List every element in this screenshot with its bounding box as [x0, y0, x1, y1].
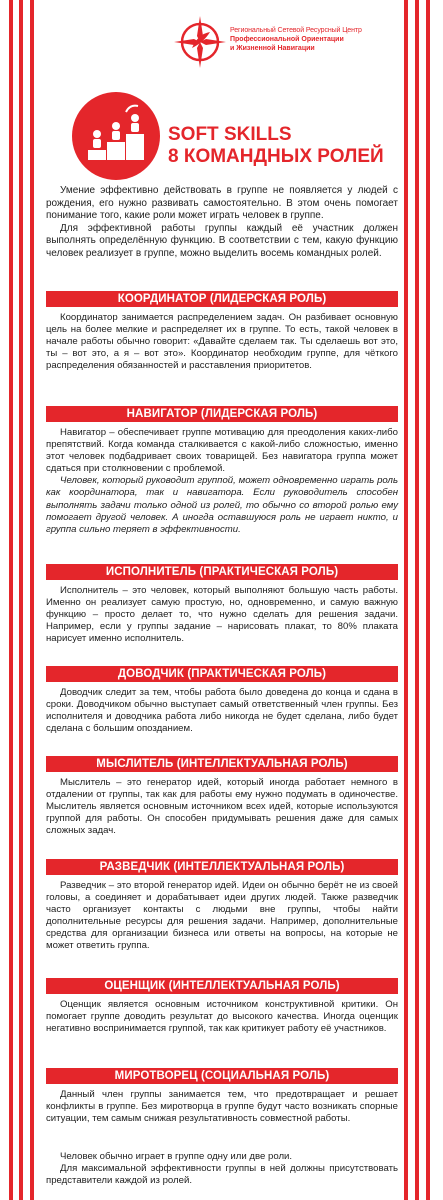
role-finisher: [46, 666, 398, 735]
compass-logo-icon: [170, 12, 230, 72]
closing-paragraph: Для максимальной эффективности группы в ней должны присутствовать представители каждой из ролей.: [46, 1163, 398, 1187]
left-stripe: [9, 0, 13, 1200]
team-steps-icon: [70, 90, 162, 182]
org-line-3: и Жизненной Навигации: [230, 45, 315, 52]
right-stripe: [404, 0, 408, 1200]
role-peacemaker: [46, 1068, 398, 1125]
title-line-1: SOFT SKILLS: [168, 124, 292, 145]
role-paragraph: Навигатор – обеспечивает группе мотивацию для преодоления каких-либо препятствий. Когда команда сталкивается с какой-либо сложностью, именно этот человек подбадривает своих товарищей. Без навигатора группа может сдаться при столкновении с проблемой.: [46, 427, 398, 475]
role-paragraph: Исполнитель – это человек, который выполняют большую часть работы. Именно он реализует самую простую, но, одновременно, и самую важную функцию – просто делает то, что нужно сделать для решения задачи. Например, если у группы задание – нарисовать плакат, то 80% плаката нарисует именно исполнитель.: [46, 585, 398, 645]
role-description: [46, 585, 398, 645]
intro-paragraph: Умение эффективно действовать в группе не появляется у людей с рождения, его нужно развивать самостоятельно. В этом очень помогает понимание того, какие роли может играть человек в группе.: [46, 185, 398, 221]
role-heading: ОЦЕНЩИК (ИНТЕЛЛЕКТУАЛЬНАЯ РОЛЬ): [46, 978, 398, 994]
role-evaluator: [46, 978, 398, 1035]
role-executor: [46, 564, 398, 645]
org-line-1: Региональный Сетевой Ресурсный Центр: [230, 27, 362, 34]
role-paragraph: Доводчик следит за тем, чтобы работа было доведена до конца и сдана в сроки. Доводчиком обычно выступает самый ответственный член группы. Без исполнителя и доводчика работа либо никогда не будет сделана, либо будет сделана с большим опозданием.: [46, 687, 398, 735]
role-description: [46, 1089, 398, 1125]
role-description: [46, 687, 398, 735]
role-description: [46, 427, 398, 536]
intro-text: [46, 185, 398, 260]
role-heading: КООРДИНАТОР (ЛИДЕРСКАЯ РОЛЬ): [46, 291, 398, 307]
role-heading: ДОВОДЧИК (ПРАКТИЧЕСКАЯ РОЛЬ): [46, 666, 398, 682]
title-line-2: 8 КОМАНДНЫХ РОЛЕЙ: [168, 146, 384, 167]
right-stripe: [415, 0, 419, 1200]
intro-paragraph: Для эффективной работы группы каждый её участник должен выполнять определённую функцию. В соответствии с тем, какую функцию человек реализует в группе, можно выделить восемь командных ролей.: [46, 222, 398, 259]
org-logo: [150, 10, 390, 76]
role-description: [46, 880, 398, 953]
role-heading: МЫСЛИТЕЛЬ (ИНТЕЛЛЕКТУАЛЬНАЯ РОЛЬ): [46, 756, 398, 772]
org-name: [230, 26, 362, 53]
role-paragraph-italic: Человек, который руководит группой, может одновременно играть роль как координатора, так и навигатора. Если руководитель способен выполнять задачи только одной из ролей, то обычно со второй ролью ему помогает другой человек. А иногда оставшуюся роль не играет никто, и группа сильно теряет в эффективности.: [46, 475, 398, 535]
role-paragraph: Оценщик является основным источником конструктивной критики. Он помогает группе доводить результат до высокого качества. Иногда оценщик негативно воспринимается группой, так как критикует работу её участников.: [46, 999, 398, 1035]
role-navigator: [46, 406, 398, 536]
org-line-2: Профессиональной Ориентации: [230, 36, 344, 43]
role-description: [46, 312, 398, 372]
page-title: [168, 124, 384, 168]
role-paragraph: Координатор занимается распределением задач. Он разбивает основную цель на более мелкие и распределяет их в группе. То есть, такой человек в начале работы обычно говорит: «Давайте сделаем так. Ты сделаешь вот это, ты – вот это, а я – вот это». Координатор необходим группе, для чёткого распределения обязанностей и расставления приоритетов.: [46, 312, 398, 372]
role-heading: МИРОТВОРЕЦ (СОЦИАЛЬНАЯ РОЛЬ): [46, 1068, 398, 1084]
role-description: [46, 777, 398, 837]
left-stripe: [30, 0, 34, 1200]
role-scout: [46, 859, 398, 953]
closing-text: [46, 1151, 398, 1187]
role-heading: ИСПОЛНИТЕЛЬ (ПРАКТИЧЕСКАЯ РОЛЬ): [46, 564, 398, 580]
role-description: [46, 999, 398, 1035]
role-paragraph: Разведчик – это второй генератор идей. Идеи он обычно берёт не из своей головы, а соединяет и дорабатывает идеи других людей. Также разведчик часто организует контакты с людьми вне группы, чтобы найти дополнительные ресурсы для решения задачи. Например, дополнительные средства для организации бизнеса или ответы на вопросы, на которые не может ответить группа.: [46, 880, 398, 952]
left-stripe: [19, 0, 23, 1200]
role-heading: НАВИГАТОР (ЛИДЕРСКАЯ РОЛЬ): [46, 406, 398, 422]
role-paragraph: Мыслитель – это генератор идей, который иногда работает немного в отдалении от группы, так как для работы ему нужно подумать в одиночестве. Мыслитель является основным источником всех идей, которые используются группой для работы. Он способен придумывать решения даже для самых сложных задач.: [46, 777, 398, 837]
role-paragraph: Данный член группы занимается тем, что предотвращает и решает конфликты в группе. Без миротворца в группе будут часто возникать спорные ситуации, тем самым снижая результативность совместной работы.: [46, 1089, 398, 1125]
right-stripe: [426, 0, 430, 1200]
closing-paragraph: Человек обычно играет в группе одну или две роли.: [60, 1151, 293, 1162]
role-thinker: [46, 756, 398, 837]
role-coordinator: [46, 291, 398, 372]
role-heading: РАЗВЕДЧИК (ИНТЕЛЛЕКТУАЛЬНАЯ РОЛЬ): [46, 859, 398, 875]
